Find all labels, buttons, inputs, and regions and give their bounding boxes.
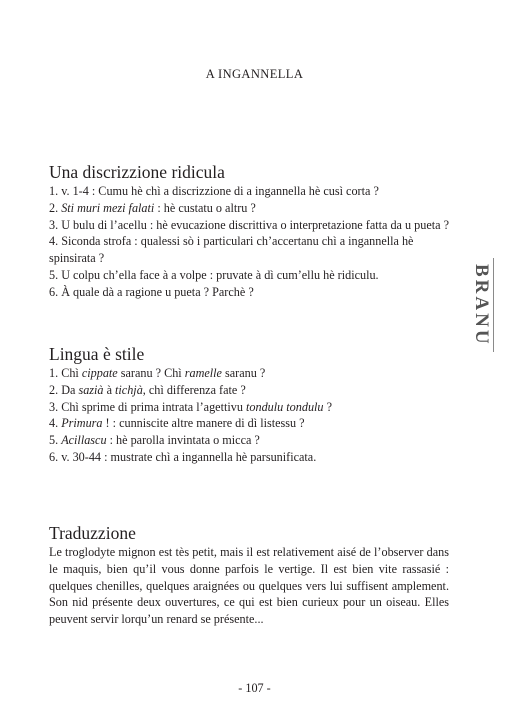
text-run: saranu ? Chì (117, 366, 185, 380)
italic-term: Sti muri mezi falati (61, 200, 155, 215)
text-run: : hè parolla invintata o micca ? (106, 433, 260, 448)
section-heading: Lingua è stile (49, 344, 145, 364)
page-number: - 107 - (238, 681, 271, 695)
question-item (49, 200, 449, 217)
question-list (49, 365, 449, 466)
translation-text: Le troglodyte mignon est tès petit, mais il est relativement aisé de l’observer dans le maquis, bien qu’il vous donne parfois le vertige. Il est bien vite rassasié : quelques chenilles, quelques araignées ou quelques vers lui suffisent amplement. Son nid présente deux ouvertures, ce qui est bien curieux pour un oiseau. Elles peuvent servir lorqu’un renard se présente... (49, 545, 449, 627)
italic-term: tichjà (115, 382, 143, 397)
section-heading: Traduzzione (49, 523, 136, 543)
text-run: 4. Siconda strofa : qualessi sò i particulari ch’accertanu chì a ingannella hè spinsirata ? (49, 234, 414, 266)
italic-term: Acillascu (61, 433, 107, 448)
text-run: 6. À quale dà a ragione u pueta ? Parchè ? (49, 284, 254, 299)
italic-term: ramelle (184, 366, 222, 380)
question-item (49, 284, 449, 301)
question-item (49, 432, 449, 449)
text-run: 1. Chì (49, 366, 82, 380)
text-run: 4. (49, 416, 62, 431)
question-item (49, 399, 449, 416)
section-lingua-stile (49, 343, 449, 466)
side-tab-label: BRANU (471, 263, 492, 347)
text-run: 5. U colpu ch’ella face à a volpe : pruvate à dì cum’ellu hè ridiculu. (49, 267, 379, 282)
text-run: 2. (49, 200, 62, 215)
question-item (49, 233, 449, 267)
section-heading: Una discrizzione ridicula (49, 162, 225, 182)
question-item (49, 183, 449, 200)
side-tab (469, 258, 494, 352)
text-run: 2. Da (49, 382, 79, 397)
question-item (49, 382, 449, 399)
italic-term: tondulu tondulu (246, 399, 324, 414)
text-run: , chì differenza fate ? (142, 382, 246, 397)
question-item (49, 365, 449, 382)
running-head: A INGANNELLA (205, 67, 304, 81)
question-item (49, 267, 449, 284)
text-run: 3. Chì sprime di prima intrata l’agettivu (49, 399, 246, 414)
text-run: 3. U bulu di l’acellu : hè evucazione discrittiva o interpretazione fatta da u pueta ? (49, 217, 449, 232)
italic-term: Primura (61, 416, 103, 431)
text-run: 1. v. 1-4 : Cumu hè chì a discrizzione di a ingannella hè cusì corta ? (49, 184, 379, 198)
question-item (49, 217, 449, 234)
text-run: à (103, 382, 116, 397)
text-run: 5. (49, 433, 62, 448)
text-run: saranu ? (221, 366, 266, 380)
text-run: : hè custatu o altru ? (154, 200, 256, 215)
text-run: ? (323, 399, 332, 414)
section-traduzzione (49, 522, 449, 628)
italic-term: cippate (81, 366, 118, 380)
text-run: 6. v. 30-44 : mustrate chì a ingannella hè parsunificata. (49, 449, 317, 464)
question-item (49, 415, 449, 432)
text-run: ! : cunniscite altre manere di dì listessu ? (102, 416, 305, 431)
section-discrizzione (49, 161, 449, 301)
question-list (49, 183, 449, 301)
italic-term: sazià (78, 382, 104, 397)
question-item (49, 449, 449, 466)
